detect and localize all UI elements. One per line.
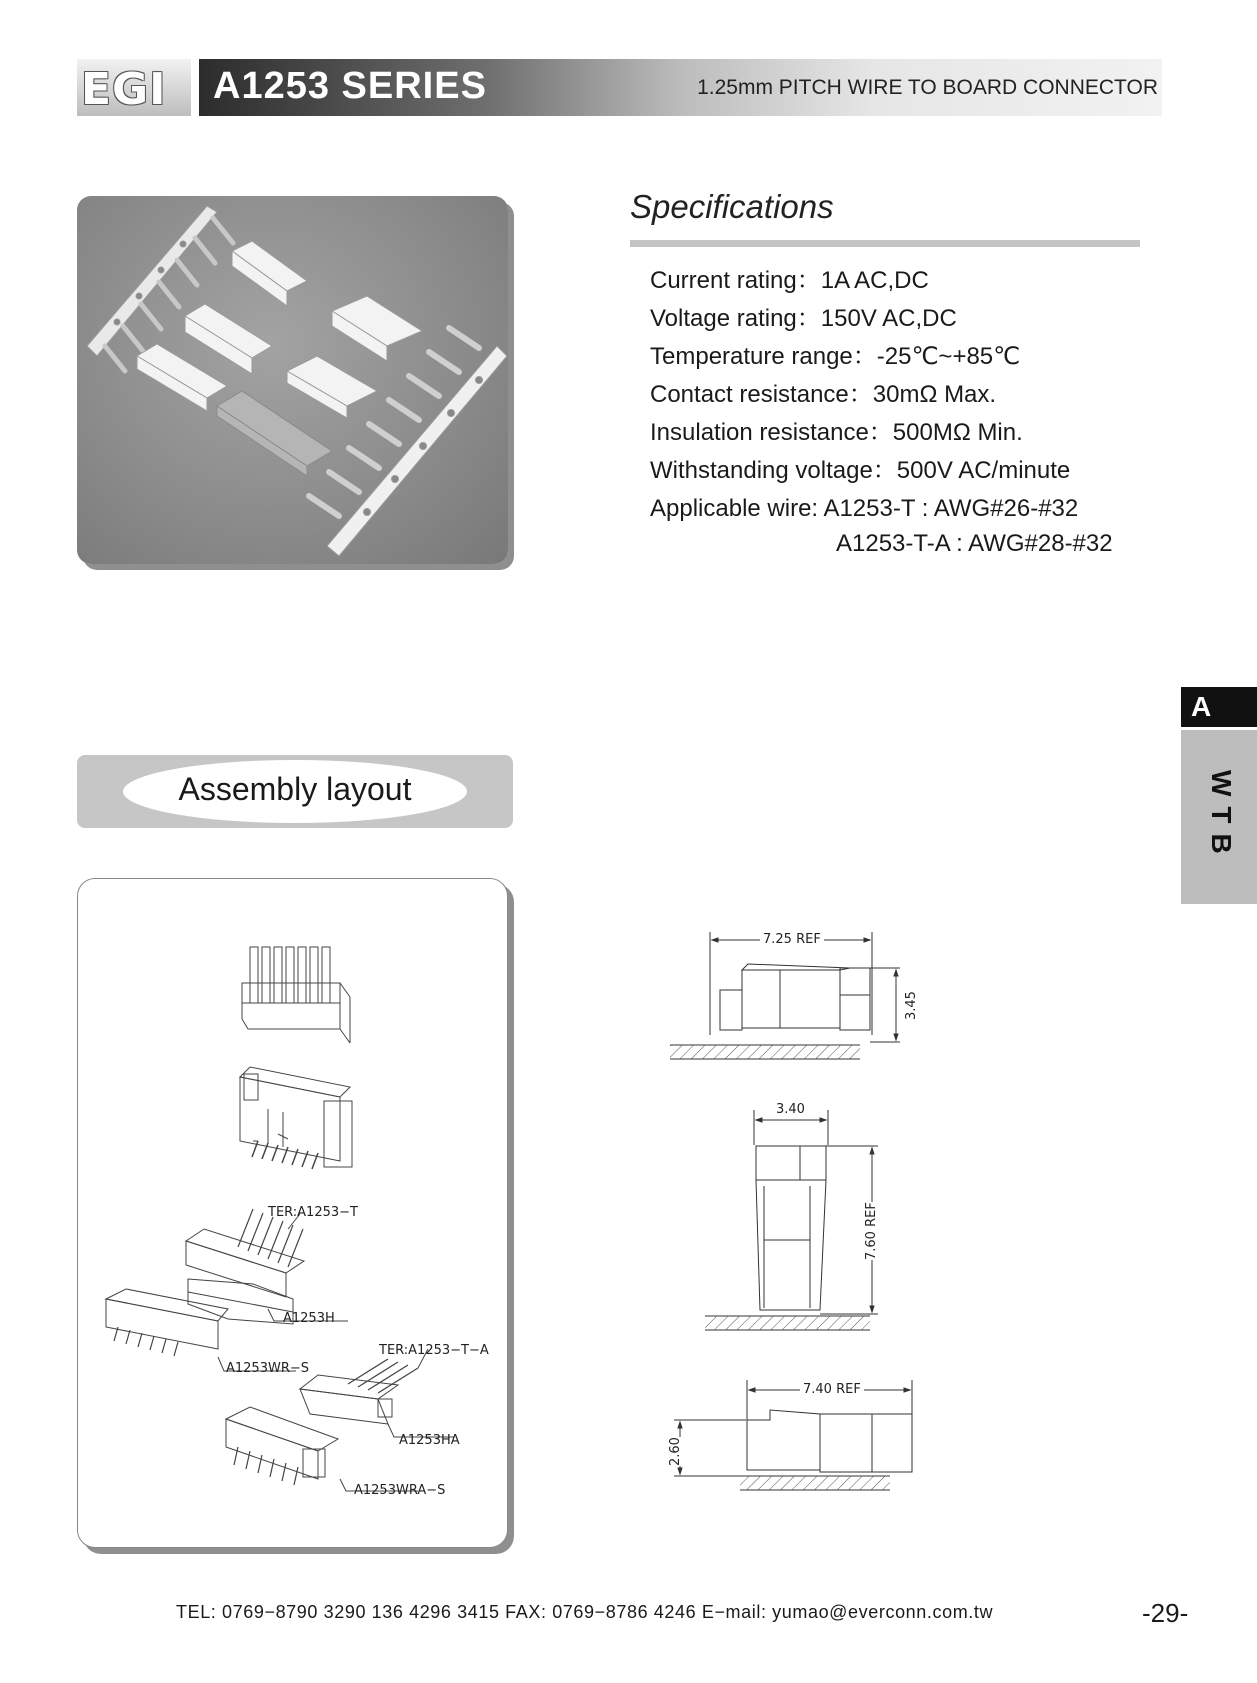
section-tab-label: WTB xyxy=(1206,770,1237,864)
spec-value: 500V AC/minute xyxy=(896,457,1071,484)
spec-label: Insulation resistance： xyxy=(650,419,893,446)
spec-row-voltage xyxy=(650,300,1170,338)
part-label: A1253WR−S xyxy=(226,1361,310,1376)
part-label: TER:A1253−T xyxy=(268,1205,358,1220)
spec-row-temperature xyxy=(650,338,1170,376)
spec-value: 500MΩ Min. xyxy=(892,419,1023,446)
company-logo xyxy=(77,59,191,116)
part-label: A1253H xyxy=(283,1311,335,1326)
dimension-drawings-svg xyxy=(660,920,940,1500)
dimension-label: 7.40 REF xyxy=(800,1382,864,1397)
specifications-list xyxy=(650,262,1170,560)
dimension-drawings xyxy=(660,920,940,1505)
spec-value: -25℃~+85℃ xyxy=(876,343,1021,370)
spec-row-contact-resistance xyxy=(650,376,1170,414)
spec-value: 1A AC,DC xyxy=(820,267,929,294)
spec-value: 150V AC,DC xyxy=(820,305,957,332)
dimension-label: 7.25 REF xyxy=(760,932,824,947)
part-label: TER:A1253−T−A xyxy=(379,1343,489,1358)
series-banner xyxy=(199,59,1162,116)
spec-label: Temperature range： xyxy=(650,343,877,370)
spec-value: 30mΩ Max. xyxy=(872,381,997,408)
spec-row-applicable-wire-2: A1253-T-A : AWG#28-#32 xyxy=(836,530,1113,557)
spec-row-applicable-wire xyxy=(650,490,1170,528)
contact-footer: TEL: 0769−8790 3290 136 4296 3415 FAX: 0769−8786 4246 E−mail: yumao@everconn.com.tw xyxy=(176,1602,994,1622)
page-header xyxy=(77,59,1162,116)
dimension-label: 7.60 REF xyxy=(864,1202,879,1260)
spec-label: Withstanding voltage： xyxy=(650,457,897,484)
assembly-banner xyxy=(77,755,513,828)
section-tab-letter: A xyxy=(1181,687,1257,727)
part-label: A1253WRA−S xyxy=(354,1483,446,1498)
spec-label: Voltage rating： xyxy=(650,305,821,332)
specifications-divider xyxy=(630,240,1140,247)
assembly-drawing-panel xyxy=(77,878,508,1548)
dimension-label: 3.45 xyxy=(904,991,919,1020)
logo-text: EGI xyxy=(81,64,167,115)
spec-label: Contact resistance： xyxy=(650,381,873,408)
series-subtitle: 1.25mm PITCH WIRE TO BOARD CONNECTOR xyxy=(697,76,1158,99)
spec-row-current xyxy=(650,262,1170,300)
dimension-label: 2.60 xyxy=(668,1437,683,1466)
spec-label: Applicable wire: xyxy=(650,495,824,522)
section-tab xyxy=(1181,730,1257,904)
spec-row-insulation-resistance xyxy=(650,414,1170,452)
spec-row-withstanding-voltage xyxy=(650,452,1170,490)
connector-photo-illustration xyxy=(77,196,508,564)
product-photo xyxy=(77,196,508,564)
series-title: A1253 SERIES xyxy=(213,65,487,107)
page-number: -29- xyxy=(1142,1598,1189,1628)
assembly-title: Assembly layout xyxy=(178,771,412,807)
dimension-label: 3.40 xyxy=(776,1102,805,1117)
spec-value: A1253-T : AWG#26-#32 xyxy=(823,495,1079,522)
specifications-title: Specifications xyxy=(630,188,834,225)
spec-label: Current rating： xyxy=(650,267,821,294)
part-label: A1253HA xyxy=(399,1433,460,1448)
